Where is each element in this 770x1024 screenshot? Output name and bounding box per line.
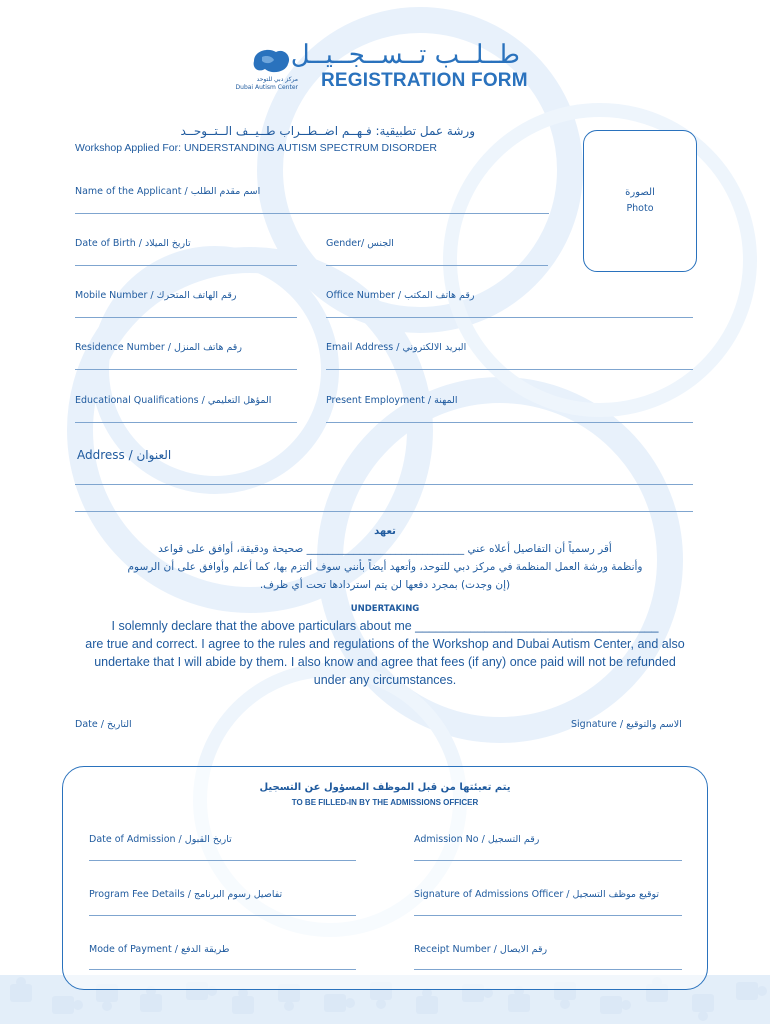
officer-signature-label-ar: توقيع موظف التسجيل xyxy=(572,889,660,900)
education-label xyxy=(75,395,271,406)
education-field[interactable] xyxy=(75,422,297,423)
date-label-ar: التاريخ xyxy=(106,719,132,730)
payment-mode-label xyxy=(89,944,229,955)
address-label-en: Address / xyxy=(77,448,133,462)
date-of-admission-label-ar: تاريخ القبول xyxy=(184,834,232,845)
admissions-heading-en: TO BE FILLED-IN BY THE ADMISSIONS OFFICER xyxy=(291,798,479,807)
employment-label-ar: المهنة xyxy=(434,395,458,406)
title-en: REGISTRATION FORM xyxy=(321,70,528,91)
undertaking-heading-ar: تعهد xyxy=(374,526,396,537)
residence-label xyxy=(75,342,242,353)
payment-mode-label-ar: طريقة الدفع xyxy=(180,944,230,955)
undertaking-ar-line-2: وأنظمة ورشة العمل المنظمة في مركز دبي للتوحد، وأتعهد أيضاً بأنني سوف ألتزم بها، كما أعلم وأوافق على أن الرسوم xyxy=(127,561,643,573)
date-of-admission-label-en: Date of Admission / xyxy=(89,834,182,845)
address-label-ar: العنوان xyxy=(136,448,172,462)
email-field[interactable] xyxy=(326,369,693,370)
officer-signature-label-en: Signature of Admissions Officer / xyxy=(414,889,570,900)
undertaking-en-line-2: are true and correct. I agree to the rules and regulations of the Workshop and Dubai Autism Center, and also xyxy=(85,637,685,651)
payment-mode-field[interactable] xyxy=(89,969,356,970)
address-field-line-1[interactable] xyxy=(75,484,693,485)
residence-field[interactable] xyxy=(75,369,297,370)
program-fee-field[interactable] xyxy=(89,915,356,916)
payment-mode-label-en: Mode of Payment / xyxy=(89,944,178,955)
dob-field[interactable] xyxy=(75,265,297,266)
receipt-number-label-ar: رقم الايصال xyxy=(499,944,548,955)
dob-label xyxy=(75,238,191,249)
gender-label xyxy=(326,238,394,249)
photo-label-ar: الصورة xyxy=(625,187,655,198)
admissions-heading-ar: يتم تعبئتها من قبل الموظف المسؤول عن التسجيل xyxy=(259,782,511,793)
office-label xyxy=(326,290,475,301)
education-label-ar: المؤهل التعليمي xyxy=(207,395,272,406)
undertaking-en-line-4: under any circumstances. xyxy=(313,673,457,687)
signature-label-en: Signature / xyxy=(571,719,624,730)
photo-box[interactable] xyxy=(583,130,697,272)
address-label xyxy=(77,448,171,462)
logo-text-ar: مركز دبي للتوحد xyxy=(256,76,298,83)
name-label-ar: اسم مقدم الطلب xyxy=(190,186,261,197)
program-fee-label-ar: تفاصيل رسوم البرنامج xyxy=(193,889,283,900)
dob-label-ar: تاريخ الميلاد xyxy=(144,238,191,249)
logo-text-en: Dubai Autism Center xyxy=(235,84,298,91)
undertaking-en-line-3: undertake that I will abide by them. I also know and agree that fees (if any) once paid will not be refunded xyxy=(94,655,676,669)
employment-label xyxy=(326,395,458,406)
undertaking-ar-line-3: (إن وجدت) بمجرد دفعها لن يتم استردادها تحت أي ظرف. xyxy=(259,579,511,591)
name-label xyxy=(75,186,260,197)
date-of-admission-field[interactable] xyxy=(89,860,356,861)
signature-label xyxy=(571,719,682,730)
name-field[interactable] xyxy=(75,213,549,214)
name-label-en: Name of the Applicant / xyxy=(75,186,188,197)
workshop-label-en: Workshop Applied For: UNDERSTANDING AUTISM SPECTRUM DISORDER xyxy=(75,142,437,154)
dob-label-en: Date of Birth / xyxy=(75,238,142,249)
residence-label-en: Residence Number / xyxy=(75,342,171,353)
signature-label-ar: الاسم والتوقيع xyxy=(626,719,682,730)
address-field-line-2[interactable] xyxy=(75,511,693,512)
program-fee-label xyxy=(89,889,282,900)
title-ar: طــلــب تــســجــيــل xyxy=(290,40,520,70)
date-of-admission-label xyxy=(89,834,232,845)
office-field[interactable] xyxy=(326,317,693,318)
admission-no-label-ar: رقم التسجيل xyxy=(487,834,540,845)
email-label xyxy=(326,342,466,353)
undertaking-en-line-1: I solemnly declare that the above particulars about me ___________________________________ xyxy=(111,619,659,633)
undertaking-heading-en: UNDERTAKING xyxy=(350,604,420,614)
workshop-label-ar: ورشة عمل تطبيقية: فـهــم اضــطــراب طــيــف الــتــوحــد xyxy=(180,124,475,138)
gender-label-ar: الجنس xyxy=(367,238,394,249)
undertaking-ar-line-1: أقر رسمياً أن التفاصيل أعلاه عني ______________________________ صحيحة ودقيقة، أوافق على قواعد xyxy=(158,543,612,555)
program-fee-label-en: Program Fee Details / xyxy=(89,889,191,900)
mobile-label-ar: رقم الهاتف المتحرك xyxy=(156,290,237,301)
residence-label-ar: رقم هاتف المنزل xyxy=(174,342,242,353)
email-label-en: Email Address / xyxy=(326,342,400,353)
email-label-ar: البريد الالكتروني xyxy=(402,342,467,353)
gender-field[interactable] xyxy=(326,265,548,266)
admission-no-label xyxy=(414,834,539,845)
office-label-ar: رقم هاتف المكتب xyxy=(404,290,475,301)
dubai-autism-center-logo-icon xyxy=(250,47,292,77)
officer-signature-label xyxy=(414,889,659,900)
date-label-en: Date / xyxy=(75,719,104,730)
photo-label-en: Photo xyxy=(626,203,654,214)
admission-no-field[interactable] xyxy=(414,860,682,861)
employment-field[interactable] xyxy=(326,422,693,423)
office-label-en: Office Number / xyxy=(326,290,402,301)
gender-label-en: Gender/ xyxy=(326,238,365,249)
receipt-number-field[interactable] xyxy=(414,969,682,970)
employment-label-en: Present Employment / xyxy=(326,395,432,406)
date-label xyxy=(75,719,132,730)
mobile-label-en: Mobile Number / xyxy=(75,290,154,301)
receipt-number-label-en: Receipt Number / xyxy=(414,944,497,955)
admission-no-label-en: Admission No / xyxy=(414,834,485,845)
officer-signature-field[interactable] xyxy=(414,915,682,916)
education-label-en: Educational Qualifications / xyxy=(75,395,205,406)
mobile-label xyxy=(75,290,236,301)
mobile-field[interactable] xyxy=(75,317,297,318)
receipt-number-label xyxy=(414,944,547,955)
